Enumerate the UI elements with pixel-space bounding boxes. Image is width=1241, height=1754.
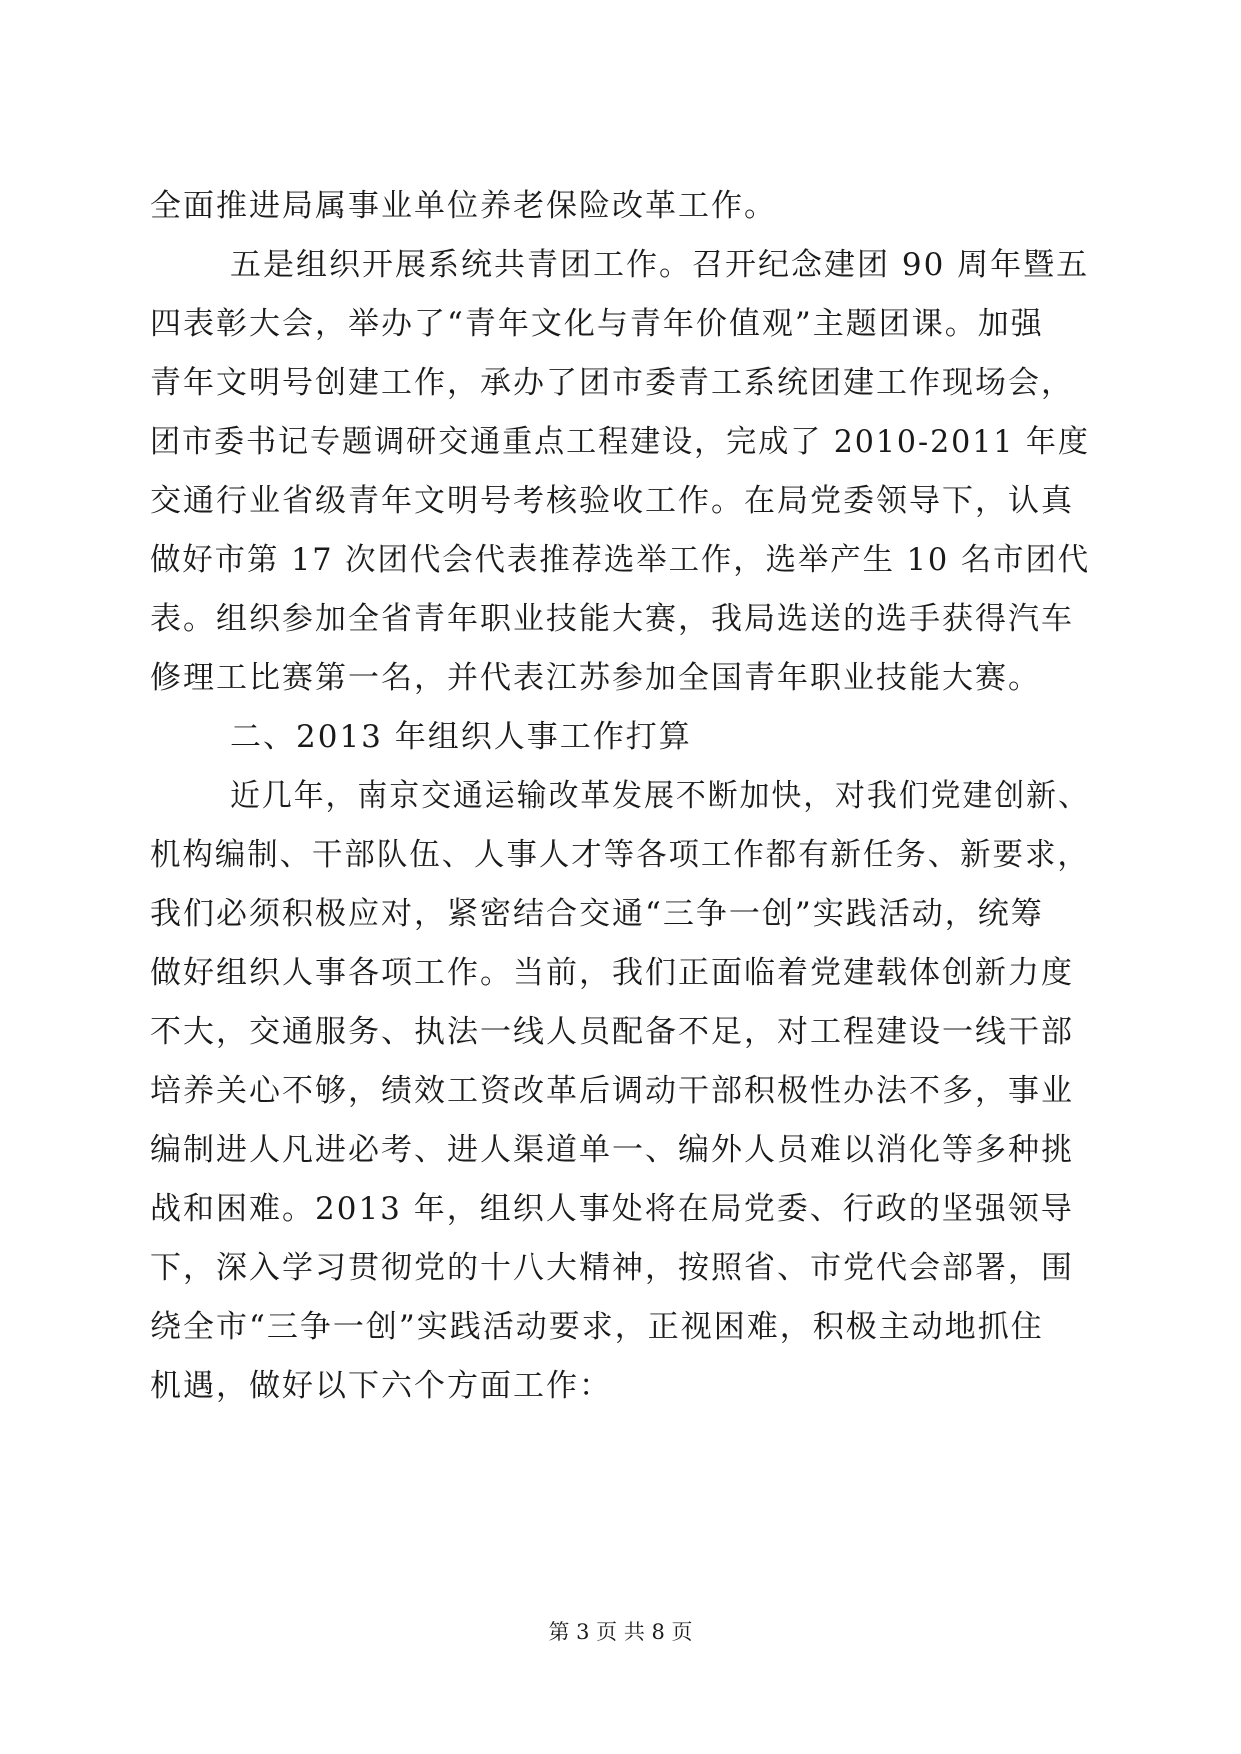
text-line: 四表彰大会，举办了“青年文化与青年价值观”主题团课。加强	[150, 306, 1044, 342]
text-line: 交通行业省级青年文明号考核验收工作。在局党委领导下，认真	[150, 483, 1074, 519]
text-line: 下，深入学习贯彻党的十八大精神，按照省、市党代会部署，围	[150, 1250, 1074, 1286]
text-line: 青年文明号创建工作，承办了团市委青工系统团建工作现场会，	[150, 365, 1074, 401]
text-line: 机构编制、干部队伍、人事人才等各项工作都有新任务、新要求，	[150, 837, 1090, 873]
text-line: 培养关心不够，绩效工资改革后调动干部积极性办法不多，事业	[150, 1073, 1074, 1109]
paragraph-start-line: 近几年，南京交通运输改革发展不断加快，对我们党建创新、	[230, 778, 1090, 814]
text-line: 表。组织参加全省青年职业技能大赛，我局选送的选手获得汽车	[150, 601, 1074, 637]
text-line: 机遇，做好以下六个方面工作：	[150, 1368, 612, 1404]
text-line: 绕全市“三争一创”实践活动要求，正视困难，积极主动地抓住	[150, 1309, 1044, 1345]
text-line: 修理工比赛第一名，并代表江苏参加全国青年职业技能大赛。	[150, 660, 1041, 696]
text-line: 做好市第 17 次团代会代表推荐选举工作，选举产生 10 名市团代	[150, 542, 1091, 578]
text-line: 不大，交通服务、执法一线人员配备不足，对工程建设一线干部	[150, 1014, 1074, 1050]
text-line: 我们必须积极应对，紧密结合交通“三争一创”实践活动，统筹	[150, 896, 1044, 932]
text-line: 团市委书记专题调研交通重点工程建设，完成了 2010-2011 年度	[150, 424, 1090, 460]
text-line: 做好组织人事各项工作。当前，我们正面临着党建载体创新力度	[150, 955, 1074, 991]
page-number-footer: 第 3 页 共 8 页	[548, 1620, 693, 1644]
paragraph-start-line: 五是组织开展系统共青团工作。召开纪念建团 90 周年暨五	[230, 247, 1090, 283]
text-line: 全面推进局属事业单位养老保险改革工作。	[150, 188, 777, 224]
text-line: 编制进人凡进必考、进人渠道单一、编外人员难以消化等多种挑	[150, 1132, 1074, 1168]
text-line: 战和困难。2013 年，组织人事处将在局党委、行政的坚强领导	[150, 1191, 1074, 1227]
section-heading: 二、2013 年组织人事工作打算	[230, 719, 692, 755]
